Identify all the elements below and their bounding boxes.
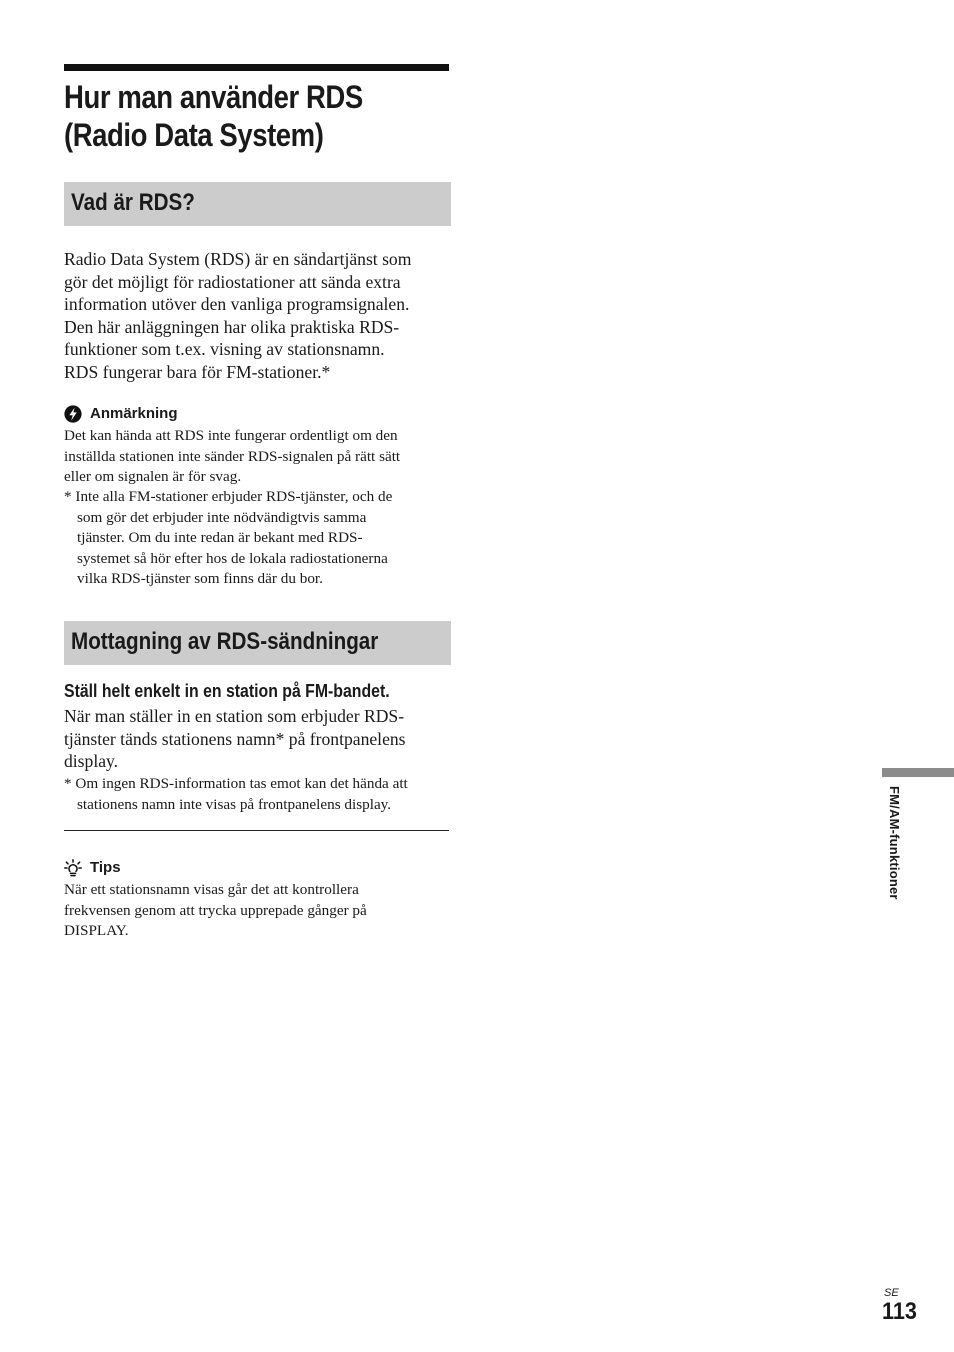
text-line: tjänster. Om du inte redan är bekant med RDS-: [77, 529, 363, 546]
text-line: gör det möjligt för radiostationer att sända extra: [64, 271, 401, 292]
text-line: stationens namn inte visas på frontpanelens display.: [77, 795, 392, 813]
chapter-tab-marker: [882, 768, 954, 777]
section-heading-text: Mottagning av RDS-sändningar: [71, 628, 379, 655]
text-line: tjänster tänds stationens namn* på frontpanelens: [64, 728, 406, 749]
text-line: vilka RDS-tjänster som finns där du bor.: [77, 570, 323, 587]
page-title: [64, 78, 408, 154]
text-line: Radio Data System (RDS) är en sändartjänst som: [64, 249, 412, 269]
rds-intro-paragraph: [64, 248, 454, 384]
text-line: som gör det erbjuder inte nödvändigtvis samma: [77, 508, 367, 526]
chapter-label-text: FM/AM-funktioner: [887, 786, 902, 900]
section-heading-receiving-rds: [64, 621, 451, 665]
note-label: Anmärkning: [90, 405, 178, 422]
text-line: inställda stationen inte sänder RDS-signalen på rätt sätt: [64, 447, 401, 465]
page-title-line-2: (Radio Data System): [64, 117, 324, 153]
section-heading-text: Vad är RDS?: [71, 189, 195, 216]
text-line: När ett stationsnamn visas går det att kontrollera: [64, 881, 359, 898]
instruction-heading: Ställ helt enkelt in en station på FM-bandet.: [64, 681, 390, 701]
chapter-side-label: [885, 786, 905, 926]
rds-services-footnote: [64, 487, 454, 590]
language-code: SE: [884, 1287, 899, 1299]
note-text: [64, 426, 449, 488]
receiving-paragraph: [64, 705, 454, 773]
tips-text: [64, 880, 449, 942]
text-line: Den här anläggningen har olika praktiska RDS-: [64, 316, 400, 337]
lightbulb-icon: [64, 859, 82, 877]
text-line: display.: [64, 751, 119, 772]
tips-label: Tips: [90, 859, 121, 876]
text-line: När man ställer in en station som erbjuder RDS-: [64, 706, 405, 726]
section-divider: [64, 830, 449, 831]
page-title-line-1: Hur man använder RDS: [64, 79, 363, 115]
tips-heading: [64, 859, 121, 877]
text-line: * Inte alla FM-stationer erbjuder RDS-tjänster, och de: [64, 488, 393, 505]
text-line: funktioner som t.ex. visning av stationsnamn.: [64, 339, 385, 360]
text-line: systemet så hör efter hos de lokala radiostationerna: [77, 549, 388, 567]
title-rule: [64, 64, 449, 71]
note-icon: [64, 405, 82, 423]
text-line: * Om ingen RDS-information tas emot kan det hända att: [64, 775, 408, 792]
text-line: Det kan hända att RDS inte fungerar ordentligt om den: [64, 427, 398, 444]
text-line: RDS fungerar bara för FM-stationer.*: [64, 361, 331, 382]
text-line: frekvensen genom att trycka upprepade gånger på: [64, 901, 367, 919]
page-number: 113: [882, 1298, 917, 1325]
text-line: eller om signalen är för svag.: [64, 468, 242, 485]
text-line: information utöver den vanliga programsignalen.: [64, 294, 410, 315]
text-line: DISPLAY.: [64, 922, 129, 939]
section-heading-what-is-rds: [64, 182, 451, 226]
station-name-footnote: [64, 774, 454, 815]
note-heading: [64, 405, 178, 423]
